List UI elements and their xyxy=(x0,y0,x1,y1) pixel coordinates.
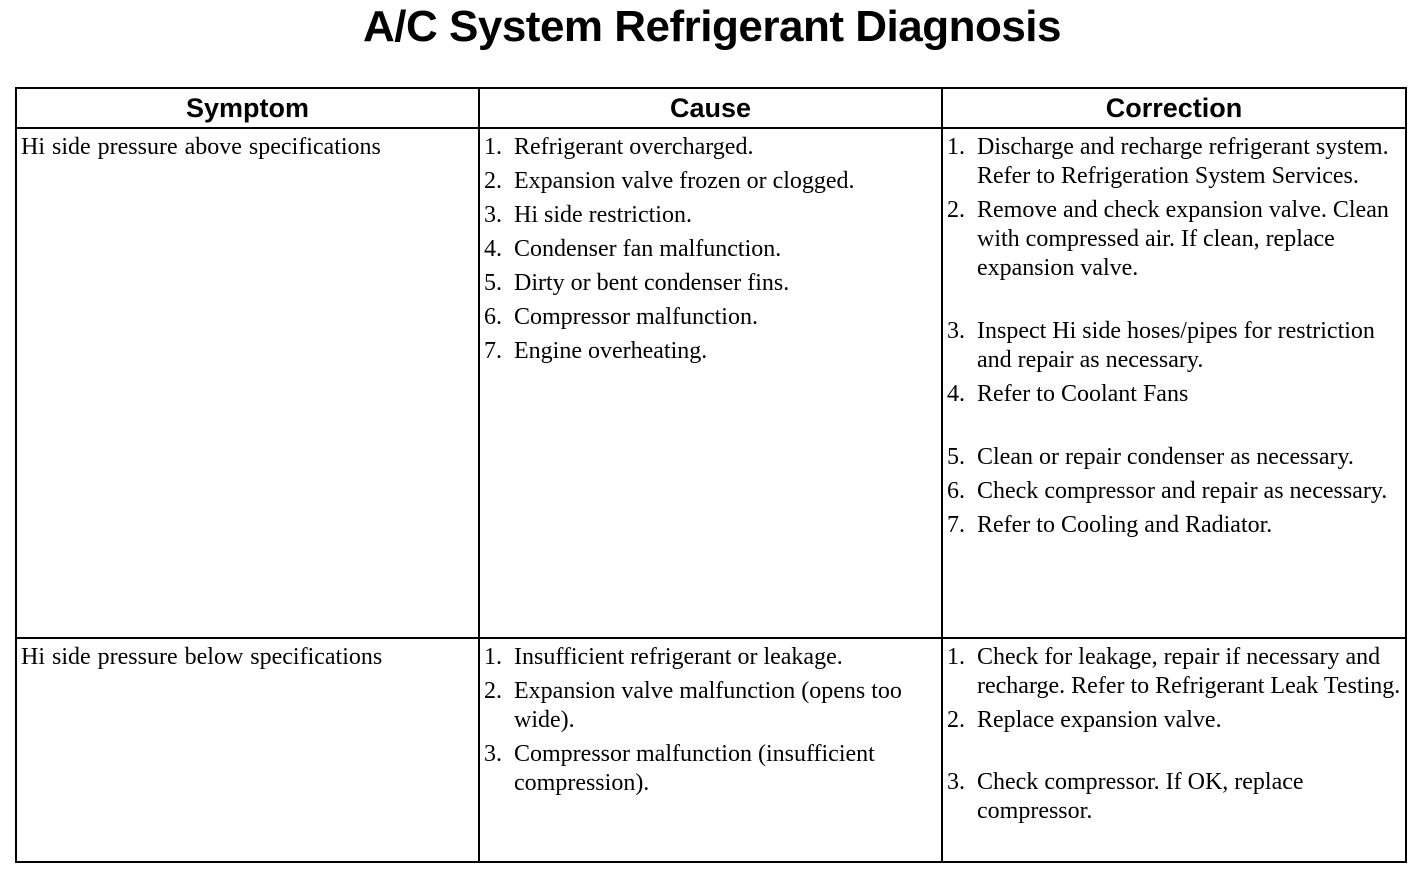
page-title: A/C System Refrigerant Diagnosis xyxy=(363,2,1061,51)
correction-item xyxy=(947,511,1401,540)
column-header-symptom: Symptom xyxy=(16,88,479,128)
correction-item xyxy=(947,643,1401,701)
table-row xyxy=(16,638,1406,862)
item-number: 5. xyxy=(947,444,965,470)
item-number: 5. xyxy=(484,270,502,296)
cause-item xyxy=(484,303,937,332)
table-row xyxy=(16,128,1406,638)
item-number: 6. xyxy=(484,304,502,330)
item-number: 3. xyxy=(947,318,965,344)
cause-cell xyxy=(479,638,942,862)
item-number: 3. xyxy=(484,741,502,767)
correction-list xyxy=(947,133,1401,540)
cause-item xyxy=(484,337,937,366)
item-text: Compressor malfunction (insufficient compression). xyxy=(514,741,875,796)
correction-list xyxy=(947,643,1401,826)
item-text: Inspect Hi side hoses/pipes for restriction and repair as necessary. xyxy=(977,318,1375,373)
item-text: Discharge and recharge refrigerant system. Refer to Refrigeration System Services. xyxy=(977,134,1389,189)
symptom-cell: Hi side pressure below specifications xyxy=(16,638,479,862)
cause-item xyxy=(484,740,937,798)
item-text: Dirty or bent condenser fins. xyxy=(514,270,790,296)
item-text: Refer to Cooling and Radiator. xyxy=(977,512,1273,538)
correction-item xyxy=(947,706,1401,735)
cause-item xyxy=(484,269,937,298)
correction-item xyxy=(947,380,1401,409)
item-number: 2. xyxy=(484,678,502,704)
cause-cell xyxy=(479,128,942,638)
item-text: Expansion valve malfunction (opens too wide). xyxy=(514,678,902,733)
item-text: Insufficient refrigerant or leakage. xyxy=(514,644,843,670)
cause-list xyxy=(484,643,937,798)
symptom-cell: Hi side pressure above specifications xyxy=(16,128,479,638)
correction-cell xyxy=(942,638,1406,862)
item-number: 2. xyxy=(947,707,965,733)
cause-list xyxy=(484,133,937,366)
item-number: 3. xyxy=(484,202,502,228)
item-text: Remove and check expansion valve. Clean with compressed air. If clean, replace expansion valve. xyxy=(977,197,1389,281)
item-number: 7. xyxy=(947,512,965,538)
item-number: 4. xyxy=(484,236,502,262)
item-text: Refrigerant overcharged. xyxy=(514,134,754,160)
item-text: Check compressor and repair as necessary. xyxy=(977,478,1388,504)
item-number: 1. xyxy=(484,644,502,670)
item-number: 1. xyxy=(947,134,965,160)
cause-item xyxy=(484,167,937,196)
item-number: 2. xyxy=(947,197,965,223)
correction-item xyxy=(947,443,1401,472)
item-number: 1. xyxy=(947,644,965,670)
correction-item xyxy=(947,196,1401,283)
cause-item xyxy=(484,235,937,264)
correction-item xyxy=(947,477,1401,506)
item-text: Check for leakage, repair if necessary and recharge. Refer to Refrigerant Leak Testing. xyxy=(977,644,1401,699)
cause-item xyxy=(484,643,937,672)
item-number: 2. xyxy=(484,168,502,194)
correction-item xyxy=(947,768,1401,826)
correction-item xyxy=(947,317,1401,375)
item-number: 3. xyxy=(947,769,965,795)
column-header-correction: Correction xyxy=(942,88,1406,128)
item-number: 7. xyxy=(484,338,502,364)
item-text: Check compressor. If OK, replace compressor. xyxy=(977,769,1304,824)
item-text: Refer to Coolant Fans xyxy=(977,381,1189,407)
diagnosis-table xyxy=(15,87,1407,863)
correction-item xyxy=(947,133,1401,191)
item-text: Compressor malfunction. xyxy=(514,304,758,330)
cause-item xyxy=(484,677,937,735)
item-text: Clean or repair condenser as necessary. xyxy=(977,444,1354,470)
header-row xyxy=(16,88,1406,128)
item-text: Replace expansion valve. xyxy=(977,707,1222,733)
correction-cell xyxy=(942,128,1406,638)
cause-item xyxy=(484,201,937,230)
column-header-cause: Cause xyxy=(479,88,942,128)
item-number: 1. xyxy=(484,134,502,160)
item-text: Engine overheating. xyxy=(514,338,708,364)
item-text: Expansion valve frozen or clogged. xyxy=(514,168,855,194)
item-number: 4. xyxy=(947,381,965,407)
item-text: Hi side restriction. xyxy=(514,202,692,228)
item-text: Condenser fan malfunction. xyxy=(514,236,782,262)
cause-item xyxy=(484,133,937,162)
item-number: 6. xyxy=(947,478,965,504)
